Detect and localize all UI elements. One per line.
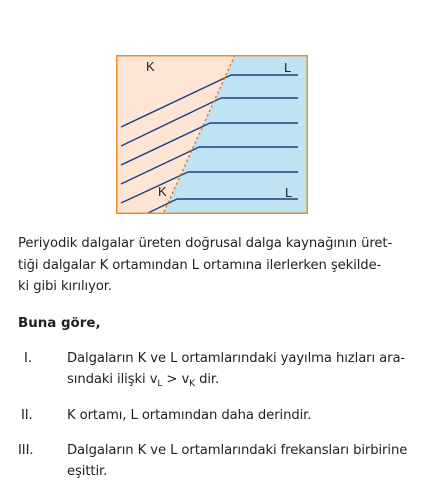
label-k-bottom: K <box>158 184 167 199</box>
question-prompt: Buna göre, <box>18 316 101 331</box>
option-1-relation <box>67 369 426 390</box>
option-2-text: K ortamı, L ortamından daha derindir. <box>67 408 312 423</box>
option-1-text: Dalgaların K ve L ortamlarındaki yayılma hızları ara- <box>67 351 406 366</box>
question-line-2: tiği dalgalar K ortamından L ortamına ilerlerken şekilde- <box>18 257 382 273</box>
question-line-1: Periyodik dalgalar üreten doğrusal dalga kaynağının üret- <box>18 236 393 251</box>
option-1-relation-pre: sındaki ilişki v <box>67 372 158 387</box>
option-2-number: II. <box>21 408 33 423</box>
option-1-subscript-k: K <box>189 379 195 389</box>
label-l-bottom: L <box>285 185 293 200</box>
option-1-relation-mid: > v <box>162 372 190 387</box>
refraction-diagram <box>116 55 308 214</box>
refraction-figure <box>116 55 308 214</box>
option-3-text-cont: eşittir. <box>67 464 108 479</box>
question-text <box>18 233 416 298</box>
option-1-subscript-l: L <box>157 379 163 389</box>
option-3-number: III. <box>18 443 34 458</box>
label-l-top: L <box>284 60 292 75</box>
option-1-relation-post: dir. <box>194 372 220 387</box>
option-1-number: I. <box>24 351 32 366</box>
question-line-3: ki gibi kırılıyor. <box>18 279 112 294</box>
option-3-text: Dalgaların K ve L ortamlarındaki frekansları birbirine <box>67 443 408 458</box>
label-k-top: K <box>146 59 155 74</box>
